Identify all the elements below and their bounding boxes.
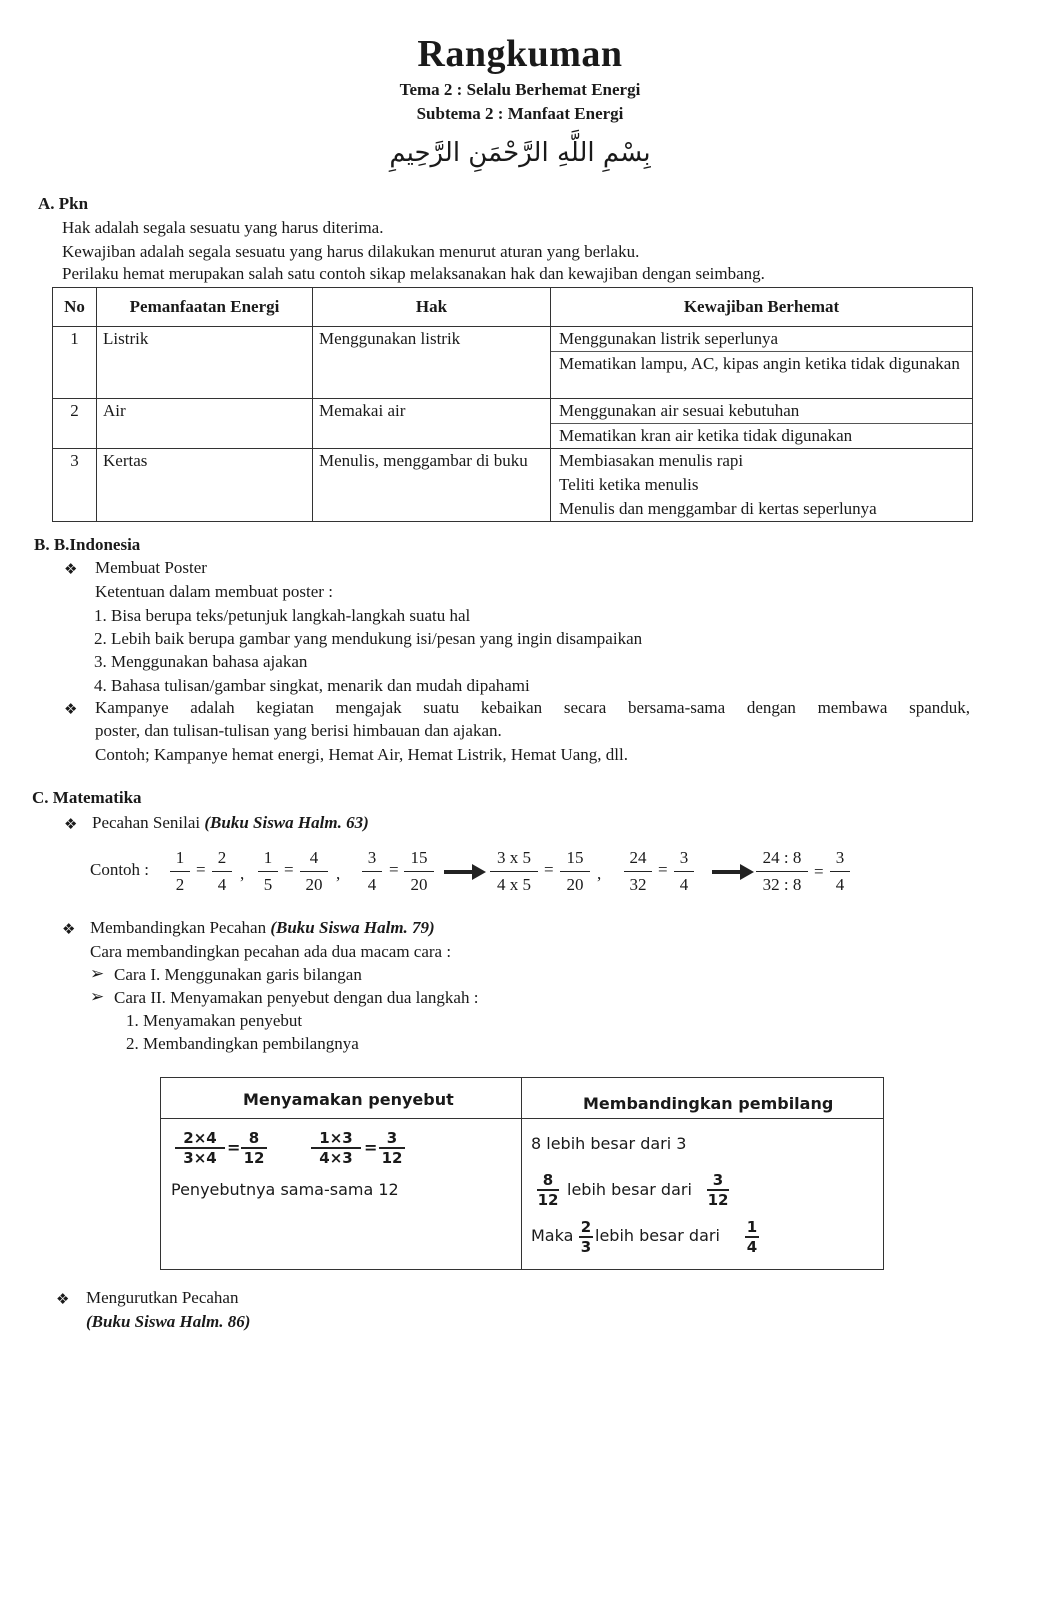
diamond-bullet-icon: ❖	[62, 920, 76, 938]
cara-2: Cara II. Menyamakan penyebut dengan dua langkah :	[114, 988, 479, 1007]
fraction: 3 12	[379, 1130, 405, 1166]
row-hak: Menulis, menggambar di buku	[313, 449, 551, 522]
kewajiban-item: Menulis dan menggambar di kertas seperlunya	[559, 499, 877, 518]
langkah-item: 2. Membandingkan pembilangnya	[126, 1034, 359, 1053]
arrow-bullet-icon: ➢	[90, 964, 105, 984]
comma: ,	[597, 864, 602, 883]
fraction: 2 3	[580, 1218, 592, 1256]
urut-ref: (Buku Siswa Halm. 86)	[86, 1312, 251, 1331]
diamond-bullet-icon: ❖	[56, 1290, 70, 1308]
comma: ,	[336, 864, 341, 883]
row-kewajiban	[551, 399, 973, 449]
poster-item: 3. Menggunakan bahasa ajakan	[94, 652, 308, 671]
col-header-no: No	[53, 288, 97, 327]
section-c-heading: C. Matematika	[32, 788, 142, 807]
diamond-bullet-icon: ❖	[64, 560, 78, 578]
equals-sign: =	[196, 860, 206, 879]
compare-text: lebih besar dari	[595, 1226, 720, 1245]
banding-ref: (Buku Siswa Halm. 79)	[270, 918, 435, 937]
kewajiban-item: Mematikan lampu, AC, kipas angin ketika tidak digunakan	[551, 351, 972, 376]
fraction: 4 20	[300, 848, 328, 895]
row-hak: Memakai air	[313, 399, 551, 449]
col-header-kewajiban: Kewajiban Berhemat	[551, 288, 973, 327]
contoh-label: Contoh :	[90, 860, 150, 879]
table-row	[53, 327, 973, 399]
row-energi: Listrik	[97, 327, 313, 399]
fraction: 15 20	[404, 848, 434, 895]
equals-sign: =	[284, 860, 294, 879]
table-header-row	[53, 288, 973, 327]
section-a-heading: A. Pkn	[38, 194, 89, 213]
fraction: 24 : 8 32 : 8	[756, 848, 808, 895]
senilai-title	[92, 813, 369, 833]
table-row	[53, 399, 973, 449]
row-no: 2	[53, 399, 97, 449]
row-no: 1	[53, 327, 97, 399]
langkah-item: 1. Menyamakan penyebut	[126, 1011, 303, 1030]
equals-sign: =	[389, 860, 399, 879]
row-kewajiban	[551, 449, 973, 522]
kewajiban-item: Menggunakan listrik seperlunya	[559, 329, 779, 348]
fraction: 1 2	[170, 848, 190, 895]
banding-intro: Cara membandingkan pecahan ada dua macam cara :	[90, 942, 452, 961]
diamond-bullet-icon: ❖	[64, 700, 78, 718]
equals-sign: =	[814, 862, 824, 881]
right-arrow-icon	[444, 870, 474, 874]
banding-title	[90, 918, 435, 938]
fraction: 2×4 3×4	[175, 1130, 225, 1166]
fraction: 1×3 4×3	[311, 1130, 361, 1166]
kampanye-line-2: poster, dan tulisan-tulisan yang berisi himbauan dan ajakan.	[95, 721, 502, 740]
row-energi: Air	[97, 399, 313, 449]
row-kewajiban	[551, 327, 973, 399]
fraction: 3 12	[707, 1171, 729, 1209]
poster-item: 2. Lebih baik berupa gambar yang mendukung isi/pesan yang ingin disampaikan	[94, 629, 643, 648]
senilai-ref: (Buku Siswa Halm. 63)	[204, 813, 369, 832]
compare-table	[160, 1077, 884, 1270]
fraction: 3 x 5 4 x 5	[490, 848, 538, 895]
arrow-bullet-icon: ➢	[90, 987, 105, 1007]
pkn-line-1: Hak adalah segala sesuatu yang harus diterima.	[62, 218, 384, 237]
page-title: Rangkuman	[417, 33, 623, 75]
maka-label: Maka	[531, 1226, 574, 1245]
pkn-line-2: Kewajiban adalah segala sesuatu yang harus dilakukan menurut aturan yang berlaku.	[62, 242, 640, 261]
poster-item: 4. Bahasa tulisan/gambar singkat, menarik dan mudah dipahami	[94, 676, 530, 695]
banding-title-text: Membandingkan Pecahan	[90, 918, 271, 937]
kewajiban-item: Membiasakan menulis rapi	[559, 451, 744, 470]
row-energi: Kertas	[97, 449, 313, 522]
urut-title: Mengurutkan Pecahan	[86, 1288, 239, 1307]
kampanye-line-1: Kampanye adalah kegiatan mengajak suatu kebaikan secara bersama-sama dengan membawa spanduk,	[95, 698, 970, 717]
fraction: 8 12	[537, 1171, 559, 1209]
poster-item: 1. Bisa berupa teks/petunjuk langkah-langkah suatu hal	[94, 606, 471, 625]
equals-sign: =	[658, 860, 668, 879]
fraction: 8 12	[241, 1130, 267, 1166]
col-header-membandingkan: Membandingkan pembilang	[583, 1094, 834, 1113]
senilai-title-text: Pecahan Senilai	[92, 813, 205, 832]
col-header-hak: Hak	[313, 288, 551, 327]
col-header-energi: Pemanfaatan Energi	[97, 288, 313, 327]
table-row	[53, 449, 973, 522]
fraction: 2 4	[212, 848, 232, 895]
row-no: 3	[53, 449, 97, 522]
equals-sign: =	[544, 860, 554, 879]
tema-line: Tema 2 : Selalu Berhemat Energi	[399, 80, 641, 99]
kewajiban-item: Menggunakan air sesuai kebutuhan	[559, 401, 800, 420]
fraction: 3 4	[830, 848, 850, 895]
poster-intro: Ketentuan dalam membuat poster :	[95, 582, 333, 601]
kampanye-contoh: Contoh; Kampanye hemat energi, Hemat Air, Hemat Listrik, Hemat Uang, dll.	[95, 745, 628, 764]
basmalah: بِسْمِ اللَّهِ الرَّحْمَنِ الرَّحِيمِ	[389, 138, 651, 168]
kewajiban-item: Teliti ketika menulis	[559, 475, 699, 494]
subtema-line: Subtema 2 : Manfaat Energi	[416, 104, 624, 123]
cara-1: Cara I. Menggunakan garis bilangan	[114, 965, 362, 984]
kewajiban-item: Mematikan kran air ketika tidak digunakan	[551, 423, 972, 448]
pkn-table	[52, 287, 973, 522]
pkn-line-3: Perilaku hemat merupakan salah satu contoh sikap melaksanakan hak dan kewajiban dengan seimbang.	[62, 264, 765, 283]
right-arrow-icon	[712, 870, 742, 874]
poster-title: Membuat Poster	[95, 558, 207, 577]
comma: ,	[240, 864, 245, 883]
fraction: 24 32	[624, 848, 652, 895]
fraction: 3 4	[362, 848, 382, 895]
row-hak: Menggunakan listrik	[313, 327, 551, 399]
equals-sign: =	[227, 1138, 241, 1157]
fraction: 1 5	[258, 848, 278, 895]
diamond-bullet-icon: ❖	[64, 815, 78, 833]
compare-text: lebih besar dari	[567, 1180, 692, 1199]
compare-line-1: 8 lebih besar dari 3	[531, 1134, 687, 1153]
fraction: 3 4	[674, 848, 694, 895]
fraction: 15 20	[560, 848, 590, 895]
equals-sign: =	[364, 1138, 378, 1157]
section-b-heading: B. B.Indonesia	[34, 535, 141, 554]
penyebut-note: Penyebutnya sama-sama 12	[171, 1180, 399, 1199]
col-header-menyamakan: Menyamakan penyebut	[243, 1090, 454, 1109]
fraction: 1 4	[746, 1218, 758, 1256]
